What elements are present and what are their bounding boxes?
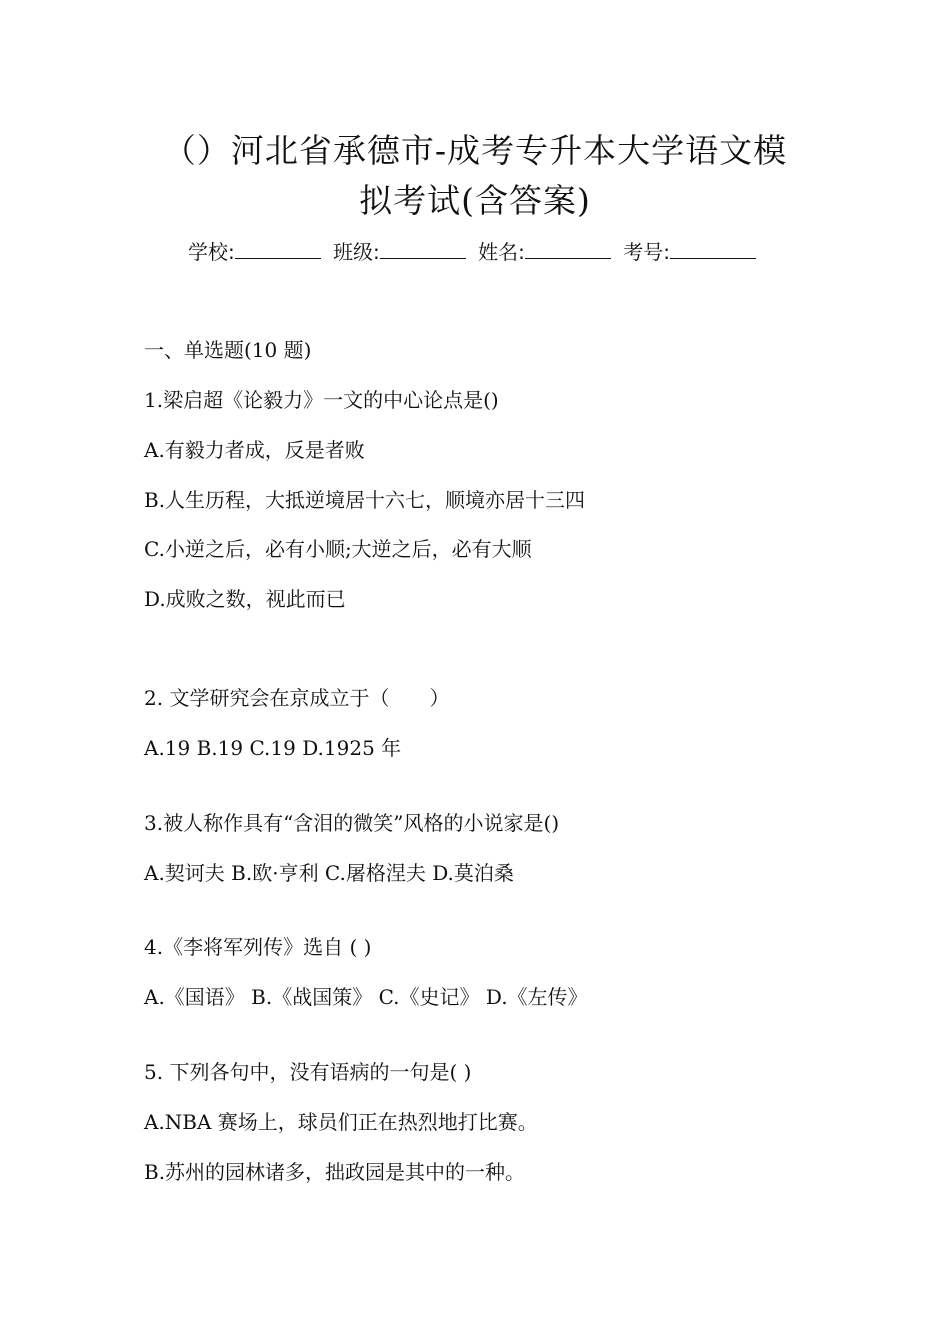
question-2-stem: 2. 文学研究会在京成立于（ ） [144,686,450,710]
student-info-fields [0,236,950,265]
question-1-option-b: B.人生历程，大抵逆境居十六七，顺境亦居十三四 [144,488,586,512]
class-label: 班级: [333,240,380,264]
document-title-line-1: （）河北省承德市-成考专升本大学语文模 [162,131,788,170]
question-3-stem: 3.被人称作具有“含泪的微笑”风格的小说家是() [144,811,560,835]
name-label: 姓名: [478,240,525,264]
question-5-option-b: B.苏州的园林诸多，拙政园是其中的一种。 [144,1160,526,1184]
question-4-options: A.《国语》 B.《战国策》 C.《史记》 D.《左传》 [144,985,588,1009]
document-title-line-2: 拟考试(含答案) [359,181,591,220]
exam-number-blank[interactable] [670,240,756,259]
question-1-stem: 1.梁启超《论毅力》一文的中心论点是() [144,388,499,412]
name-blank[interactable] [525,240,611,259]
question-5-option-a: A.NBA 赛场上，球员们正在热烈地打比赛。 [144,1110,538,1134]
question-1-option-d: D.成败之数，视此而已 [144,587,346,611]
class-blank[interactable] [380,240,466,259]
question-3-options: A.契诃夫 B.欧·亨利 C.屠格涅夫 D.莫泊桑 [144,861,514,885]
exam-number-label: 考号: [623,240,671,264]
school-label: 学校: [187,240,235,264]
question-1-option-a: A.有毅力者成，反是者败 [144,438,365,462]
section-heading: 一、单选题(10 题) [144,338,312,362]
question-1-option-c: C.小逆之后，必有小顺;大逆之后，必有大顺 [144,537,532,561]
question-2-options: A.19 B.19 C.19 D.1925 年 [144,736,402,760]
school-blank[interactable] [235,240,321,259]
question-4-stem: 4.《李将军列传》选自 ( ) [144,935,372,959]
question-5-stem: 5. 下列各句中，没有语病的一句是( ) [144,1060,472,1084]
